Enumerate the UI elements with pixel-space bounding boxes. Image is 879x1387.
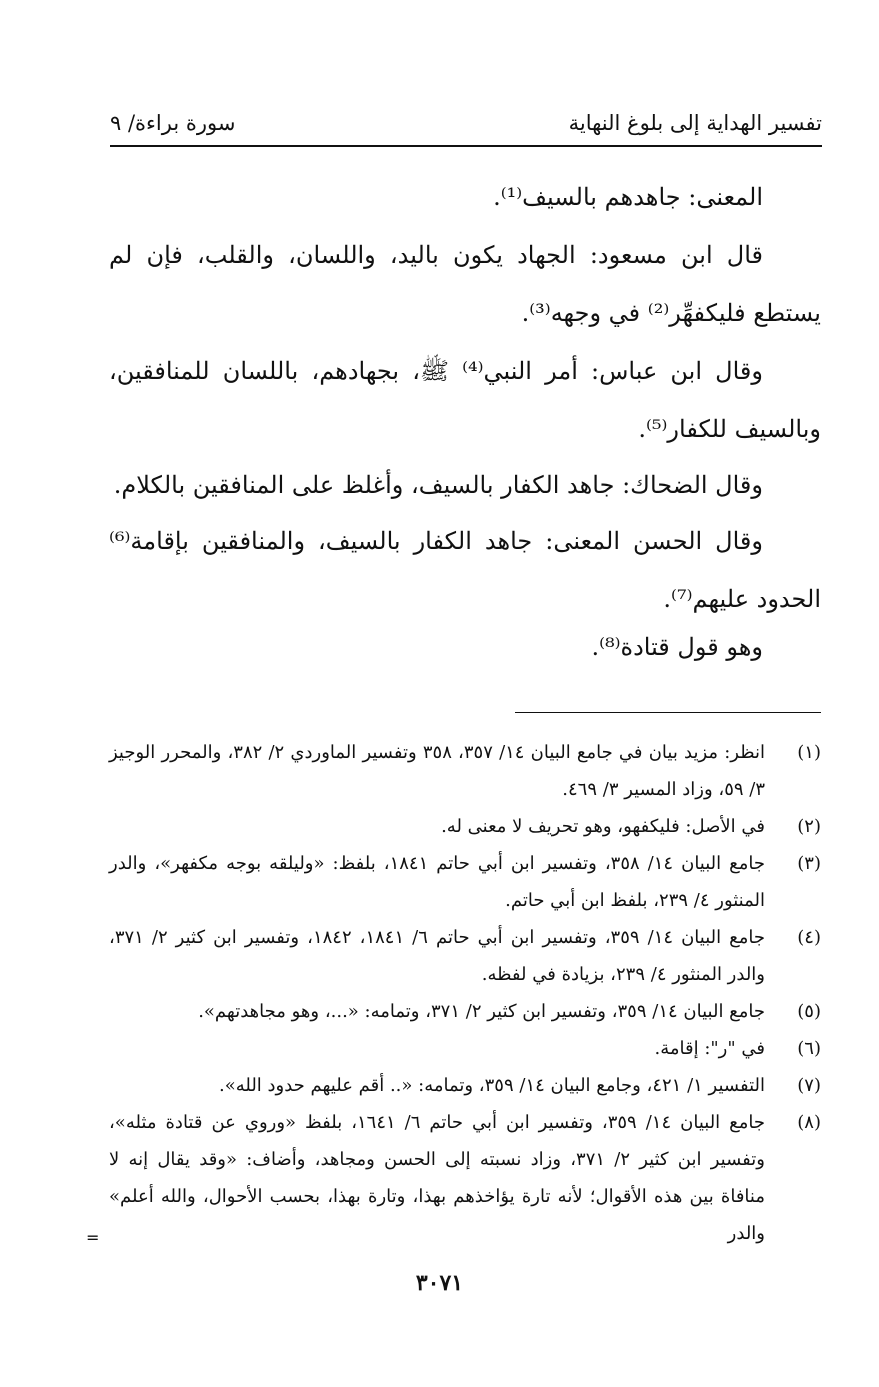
footnote-text: جامع البيان ١٤/ ٣٥٩، وتفسير ابن أبي حاتم ٦/ ١٨٤١، ١٨٤٢، وتفسير ابن كثير ٢/ ٣٧١، والدر المنثور ٤/ ٢٣٩، بزيادة في لفظه.: [109, 927, 766, 985]
footnote: [109, 993, 821, 1030]
page-number: ٣٠٧١: [415, 1270, 464, 1296]
header-divider: [110, 145, 822, 147]
footnote-separator: [515, 712, 821, 713]
footnote-number: (٧): [797, 1075, 821, 1096]
footnotes-section: [109, 734, 821, 1252]
paragraph-text: وقال ابن عباس: أمر النبي⁽⁴⁾ ﷺ، بجهادهم، باللسان للمنافقين، وبالسيف للكفار⁽⁵⁾.: [109, 357, 821, 443]
paragraph-text: قال ابن مسعود: الجهاد يكون باليد، واللسان، والقلب، فإن لم يستطع فليكفهِّر⁽²⁾ في وجهه⁽³⁾.: [109, 241, 821, 327]
footnote-text: التفسير ١/ ٤٢١، وجامع البيان ١٤/ ٣٥٩، وتمامه: «.. أقم عليهم حدود الله».: [218, 1075, 765, 1096]
footnote-text: جامع البيان ١٤/ ٣٥٩، وتفسير ابن أبي حاتم ٦/ ١٦٤١، بلفظ «وروي عن قتادة مثله»، وتفسير ابن كثير ٢/ ٣٧١، وزاد نسبته إلى الحسن ومجاهد، وأضاف: «وقد يقال إنه لا منافاة بين هذه الأقوال؛ لأنه تارة يؤاخذهم بهذا، وتارة بهذا، بحسب الأحوال، والله أعلم» والدر: [109, 1112, 765, 1244]
paragraph-text: وهو قول قتادة⁽⁸⁾.: [591, 633, 763, 661]
footnote-text: في "ر": إقامة.: [654, 1038, 765, 1059]
footnote: [109, 1030, 821, 1067]
footnote: [109, 845, 821, 919]
surah-reference: سورة براءة/ ٩: [110, 111, 236, 135]
footnote-number: (٨): [797, 1112, 821, 1133]
footnote-number: (٣): [797, 853, 821, 874]
footnote-number: (٦): [797, 1038, 821, 1059]
body-paragraph: [109, 342, 821, 458]
footnote: [109, 1067, 821, 1104]
footnote-number: (٥): [797, 1001, 821, 1022]
footnote-text: جامع البيان ١٤/ ٣٥٨، وتفسير ابن أبي حاتم ١٨٤١، بلفظ: «وليلقه بوجه مكفهر»، والدر المنثور ٤/ ٢٣٩، بلفظ ابن أبي حاتم.: [109, 853, 765, 911]
body-paragraph: [109, 512, 821, 628]
footnote: [109, 919, 821, 993]
paragraph-text: وقال الحسن المعنى: جاهد الكفار بالسيف، والمنافقين بإقامة⁽⁶⁾ الحدود عليهم⁽⁷⁾.: [109, 527, 821, 613]
paragraph-text: وقال الضحاك: جاهد الكفار بالسيف، وأغلظ على المنافقين بالكلام.: [113, 471, 763, 499]
footnote-text: في الأصل: فليكفهو، وهو تحريف لا معنى له.: [441, 816, 765, 837]
body-paragraph: [109, 618, 821, 676]
footnote: [109, 1104, 821, 1252]
footnote-number: (١): [797, 742, 821, 763]
footnote-text: انظر: مزيد بيان في جامع البيان ١٤/ ٣٥٧، ٣٥٨ وتفسير الماوردي ٢/ ٣٨٢، والمحرر الوجيز ٣/ ٥٩، وزاد المسير ٣/ ٤٦٩.: [109, 742, 766, 800]
footnote: [109, 734, 821, 808]
footnote: [109, 808, 821, 845]
footnote-number: (٤): [797, 927, 821, 948]
book-title: تفسير الهداية إلى بلوغ النهاية: [568, 111, 822, 135]
footnote-text: جامع البيان ١٤/ ٣٥٩، وتفسير ابن كثير ٢/ ٣٧١، وتمامه: «...، وهو مجاهدتهم».: [198, 1001, 765, 1022]
continuation-mark: =: [86, 1228, 100, 1247]
body-paragraph: [109, 456, 821, 514]
running-header: [110, 106, 822, 140]
body-paragraph: [109, 226, 821, 342]
body-paragraph: [109, 168, 821, 226]
paragraph-text: المعنى: جاهدهم بالسيف⁽¹⁾.: [493, 183, 763, 211]
footnote-number: (٢): [797, 816, 821, 837]
